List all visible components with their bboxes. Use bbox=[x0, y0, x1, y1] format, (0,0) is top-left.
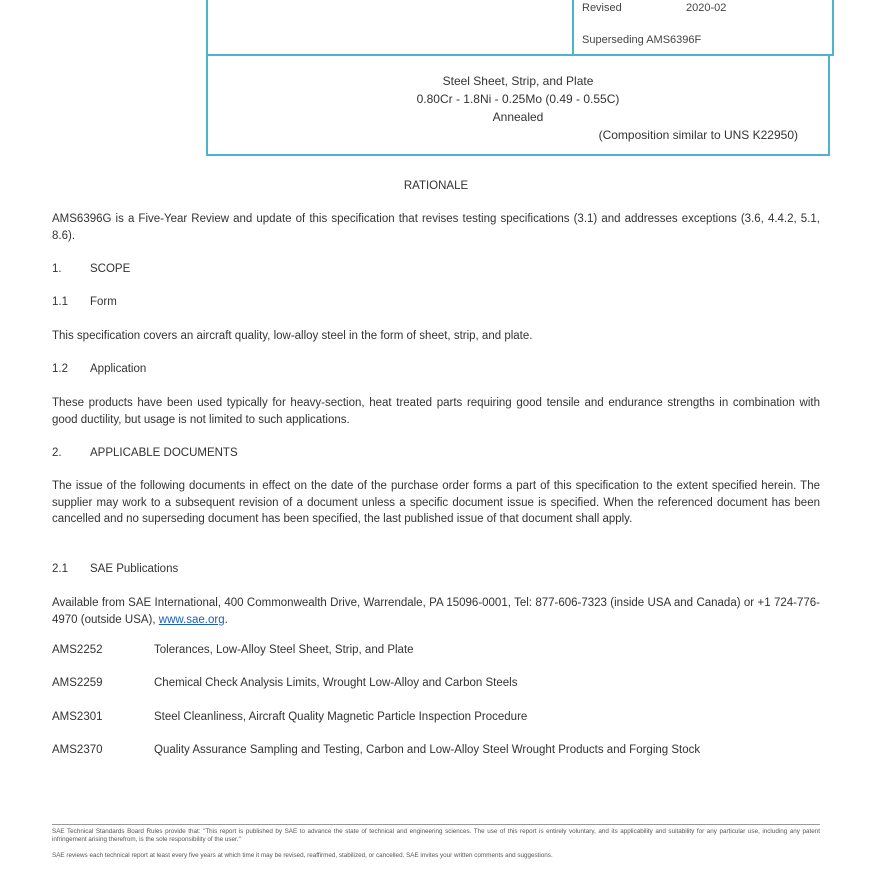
reference-title: Tolerances, Low-Alloy Steel Sheet, Strip, and Plate bbox=[154, 644, 414, 656]
reference-title: Steel Cleanliness, Aircraft Quality Magnetic Particle Inspection Procedure bbox=[154, 711, 528, 723]
reference-code: AMS2259 bbox=[52, 677, 103, 689]
section-1-1-heading bbox=[52, 294, 820, 311]
sae-availability-paragraph bbox=[52, 595, 820, 628]
section-title: Form bbox=[90, 296, 117, 308]
header-top-box bbox=[206, 0, 834, 56]
composition-note: (Composition similar to UNS K22950) bbox=[598, 128, 798, 142]
reference-title: Chemical Check Analysis Limits, Wrought Low-Alloy and Carbon Steels bbox=[154, 677, 518, 689]
superseding-text: Superseding AMS6396F bbox=[582, 34, 702, 46]
sae-period: . bbox=[224, 613, 228, 626]
header-divider bbox=[572, 0, 574, 54]
rationale-heading: RATIONALE bbox=[403, 180, 469, 192]
section-1-2-heading bbox=[52, 361, 820, 378]
section-number: 1.1 bbox=[52, 296, 68, 308]
section-title: SCOPE bbox=[90, 263, 131, 275]
reference-code: AMS2301 bbox=[52, 711, 103, 723]
footer-disclaimer: SAE Technical Standards Board Rules provide that: "This report is published by SAE to advance the state of technical and engineering sciences. The use of this report is entirely voluntary, and its applicability and suitability for any particular use, including any patent infringement arising therefrom, is the sole responsibility of the user." bbox=[52, 828, 820, 843]
rationale-text: AMS6396G is a Five-Year Review and update of this specification that revises testing specifications (3.1) and addresses exceptions (3.6, 4.4.2, 5.1, 8.6). bbox=[52, 213, 820, 242]
title-line-1: Steel Sheet, Strip, and Plate bbox=[442, 74, 594, 88]
section-number: 1.2 bbox=[52, 363, 68, 375]
reference-title: Quality Assurance Sampling and Testing, Carbon and Low-Alloy Steel Wrought Products and Forging Stock bbox=[154, 744, 701, 756]
section-title: APPLICABLE DOCUMENTS bbox=[90, 447, 238, 459]
section-2-heading bbox=[52, 445, 820, 462]
title-line-2: 0.80Cr - 1.8Ni - 0.25Mo (0.49 - 0.55C) bbox=[416, 92, 620, 106]
sae-website-link[interactable]: www.sae.org bbox=[158, 613, 225, 626]
section-title: SAE Publications bbox=[90, 563, 179, 575]
revised-value: 2020-02 bbox=[686, 2, 727, 14]
reference-code: AMS2252 bbox=[52, 644, 103, 656]
sae-availability-text: Available from SAE International, 400 Commonwealth Drive, Warrendale, PA 15096-0001, Tel: 877-606-7323 (inside USA and Canada) or +1 724-776-4970 (outside USA), bbox=[52, 597, 820, 626]
section-number: 2. bbox=[52, 447, 62, 459]
section-2-1-heading bbox=[52, 561, 820, 578]
footer-review-note: SAE reviews each technical report at least every five years at which time it may be revised, reaffirmed, stabilized, or cancelled. SAE invites your written comments and suggestions. bbox=[52, 852, 553, 859]
section-number: 1. bbox=[52, 263, 62, 275]
documents-paragraph: The issue of the following documents in effect on the date of the purchase order forms a part of this specification to the extent specified herein. The supplier may work to a subsequent revision of a document unless a specific document issue is specified. When the referenced document has been cancelled and no superseding document has been specified, the last published issue of that document shall apply. bbox=[52, 480, 820, 525]
title-box bbox=[206, 54, 830, 156]
reference-code: AMS2370 bbox=[52, 744, 103, 756]
revised-label: Revised bbox=[582, 2, 622, 14]
form-paragraph: This specification covers an aircraft quality, low-alloy steel in the form of sheet, strip, and plate. bbox=[52, 330, 533, 342]
application-paragraph: These products have been used typically for heavy-section, heat treated parts requiring good tensile and endurance strengths in combination with good ductility, but usage is not limited to such applications. bbox=[52, 397, 820, 426]
footer-divider bbox=[52, 824, 820, 825]
section-title: Application bbox=[90, 363, 147, 375]
section-number: 2.1 bbox=[52, 563, 68, 575]
title-line-3: Annealed bbox=[492, 110, 544, 124]
section-1-heading bbox=[52, 261, 820, 278]
